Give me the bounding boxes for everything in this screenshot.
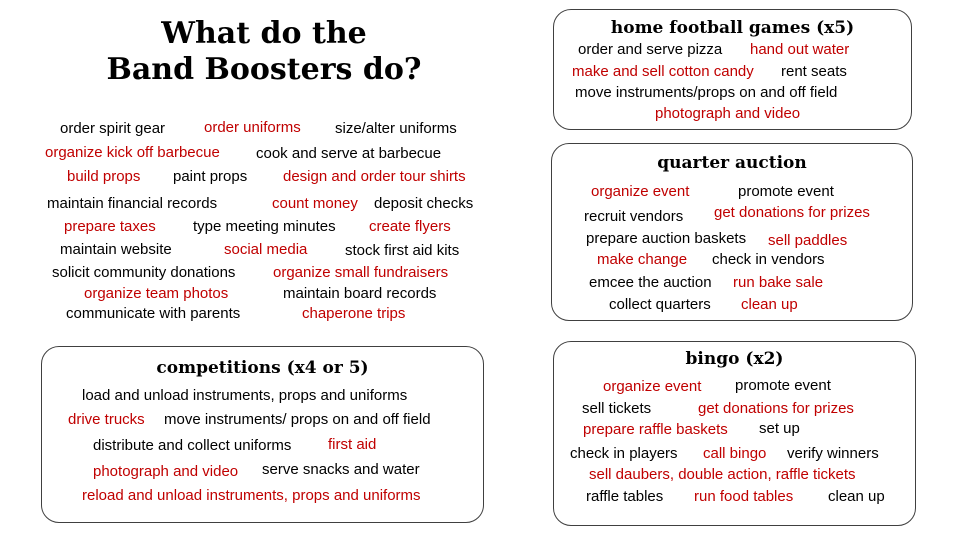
task-load-unload: load and unload instruments, props and uniforms (82, 387, 408, 404)
task-reload-unload: reload and unload instruments, props and uniforms (82, 487, 421, 504)
task-make-change: make change (597, 251, 688, 268)
competitions-box (41, 346, 484, 523)
task-bingo-organize-event: organize event (603, 378, 702, 395)
task-distribute-collect-uniforms: distribute and collect uniforms (93, 437, 292, 454)
task-auction-get-donations: get donations for prizes (714, 204, 870, 221)
page-title (40, 16, 488, 88)
task-call-bingo: call bingo (703, 445, 767, 462)
task-sell-paddles: sell paddles (768, 232, 848, 249)
task-paint-props: paint props (173, 168, 248, 185)
task-drive-trucks: drive trucks (68, 411, 145, 428)
task-communicate-with-parents: communicate with parents (66, 305, 241, 322)
task-bingo-clean-up: clean up (828, 488, 885, 505)
task-move-instruments-field: move instruments/props on and off field (575, 84, 838, 101)
task-sell-daubers: sell daubers, double action, raffle tickets (589, 466, 856, 483)
task-cook-serve-barbecue: cook and serve at barbecue (256, 145, 442, 162)
task-check-in-vendors: check in vendors (712, 251, 825, 268)
task-recruit-vendors: recruit vendors (584, 208, 684, 225)
task-auction-promote-event: promote event (738, 183, 834, 200)
task-social-media: social media (224, 241, 308, 258)
task-create-flyers: create flyers (369, 218, 451, 235)
task-set-up: set up (759, 420, 800, 437)
task-football-photograph-video: photograph and video (655, 105, 801, 122)
task-sell-tickets: sell tickets (582, 400, 652, 417)
task-deposit-checks: deposit checks (374, 195, 474, 212)
task-build-props: build props (67, 168, 141, 185)
task-rent-seats: rent seats (781, 63, 847, 80)
task-verify-winners: verify winners (787, 445, 879, 462)
task-prepare-raffle-baskets: prepare raffle baskets (583, 421, 728, 438)
football-box (553, 9, 912, 130)
auction-box (551, 143, 913, 321)
task-order-uniforms: order uniforms (204, 119, 301, 136)
task-solicit-community-donations: solicit community donations (52, 264, 236, 281)
task-move-instruments: move instruments/ props on and off field (164, 411, 431, 428)
task-make-sell-cotton-candy: make and sell cotton candy (572, 63, 754, 80)
task-first-aid: first aid (328, 436, 377, 453)
task-emcee-auction: emcee the auction (589, 274, 712, 291)
task-bingo-get-donations: get donations for prizes (698, 400, 854, 417)
task-maintain-website: maintain website (60, 241, 172, 258)
page-title-line-1: What do the (161, 16, 367, 51)
task-chaperone-trips: chaperone trips (302, 305, 406, 322)
task-stock-first-aid-kits: stock first aid kits (345, 242, 460, 259)
task-order-spirit-gear: order spirit gear (60, 120, 166, 137)
task-organize-small-fundraisers: organize small fundraisers (273, 264, 449, 281)
task-raffle-tables: raffle tables (586, 488, 664, 505)
task-maintain-board-records: maintain board records (283, 285, 437, 302)
task-size-alter-uniforms: size/alter uniforms (335, 120, 457, 137)
task-auction-organize-event: organize event (591, 183, 690, 200)
page-title-line-2: Band Boosters do? (106, 52, 422, 87)
competitions-heading: competitions (x4 or 5) (156, 358, 369, 378)
task-organize-kick-off-barbecue: organize kick off barbecue (45, 144, 220, 161)
auction-heading: quarter auction (657, 153, 807, 173)
task-organize-team-photos: organize team photos (84, 285, 229, 302)
task-order-serve-pizza: order and serve pizza (578, 41, 723, 58)
task-photograph-video: photograph and video (93, 463, 239, 480)
task-design-order-tour-shirts: design and order tour shirts (283, 168, 466, 185)
task-hand-out-water: hand out water (750, 41, 850, 58)
task-collect-quarters: collect quarters (609, 296, 711, 313)
task-type-meeting-minutes: type meeting minutes (193, 218, 336, 235)
task-serve-snacks-water: serve snacks and water (262, 461, 420, 478)
task-run-food-tables: run food tables (694, 488, 794, 505)
task-bingo-promote-event: promote event (735, 377, 831, 394)
task-run-bake-sale: run bake sale (733, 274, 824, 291)
task-maintain-financial-records: maintain financial records (47, 195, 218, 212)
football-heading: home football games (x5) (610, 18, 855, 38)
task-prepare-auction-baskets: prepare auction baskets (586, 230, 747, 247)
task-prepare-taxes: prepare taxes (64, 218, 156, 235)
bingo-heading: bingo (x2) (685, 349, 784, 369)
task-count-money: count money (272, 195, 358, 212)
task-check-in-players: check in players (570, 445, 678, 462)
bingo-box (553, 341, 916, 526)
task-auction-clean-up: clean up (741, 296, 798, 313)
